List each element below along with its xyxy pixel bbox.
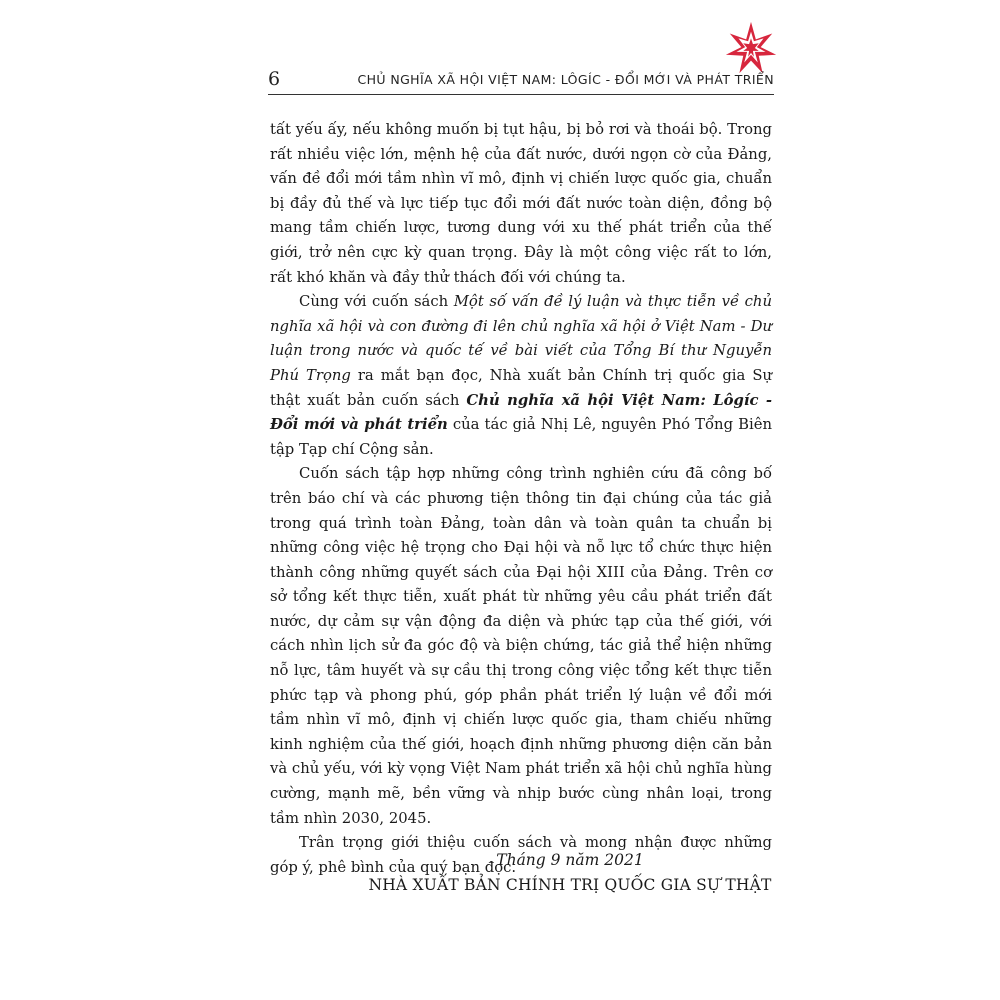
paragraph-4: Trân trọng giới thiệu cuốn sách và mong nhận được những góp ý, phê bình của quý bạn đọc.	[270, 834, 772, 876]
running-title: CHỦ NGHĨA XÃ HỘI VIỆT NAM: LÔGÍC - ĐỔI MỚI VÀ PHÁT TRIỂN	[357, 72, 774, 87]
signature-date: Tháng 9 năm 2021	[496, 851, 644, 869]
paragraph-1: tất yếu ấy, nếu không muốn bị tụt hậu, bị bỏ rơi và thoái bộ. Trong rất nhiều việc lớn, mệnh hệ của đất nước, dưới ngọn cờ của Đảng, vấn đề đổi mới tầm nhìn vĩ mô, định vị chiến lược quốc gia, chuẩn bị đầy đủ thế và lực tiếp tục đổi mới đất nước toàn diện, đồng bộ mang tầm chiến lược, tương dung với xu thế phát triển của thế giới, trở nên cực kỳ quan trọng. Đây là một công việc rất to lớn, rất khó khăn và đầy thử thách đối với chúng ta.	[270, 121, 772, 286]
cited-book-title: Một số vấn đề lý luận và thực tiễn về chủ nghĩa xã hội và con đường đi lên chủ nghĩa xã hội ở Việt Nam - Dư luận trong nước và quốc tế về bài viết của Tổng Bí thư Nguyễn Phú Trọng	[270, 293, 772, 384]
paragraph-2-lead: Cùng với cuốn sách	[299, 293, 454, 311]
paragraph-3: Cuốn sách tập hợp những công trình nghiên cứu đã công bố trên báo chí và các phương tiện thông tin đại chúng của tác giả trong quá trình toàn Đảng, toàn dân và toàn quân ta chuẩn bị những công việc hệ trọng cho Đại hội và nỗ lực tổ chức thực hiện thành công những quyết sách của Đại hội XIII của Đảng. Trên cơ sở tổng kết thực tiễn, xuất phát từ những yêu cầu phát triển đất nước, dự cảm sự vận động đa diện và phức tạp của thế giới, với cách nhìn lịch sử đa góc độ và biện chứng, tác giả thể hiện những nỗ lực, tâm huyết và sự cầu thị trong công việc tổng kết thực tiễn phức tạp và phong phú, góp phần phát triển lý luận về đổi mới tầm nhìn vĩ mô, định vị chiến lược quốc gia, tham chiếu những kinh nghiệm của thế giới, hoạch định những phương diện căn bản và chủ yếu, với kỳ vọng Việt Nam phát triển xã hội chủ nghĩa hùng cường, mạnh mẽ, bền vững và nhịp bước cùng nhân loại, trong tầm nhìn 2030, 2045.	[270, 465, 772, 827]
signature-block	[360, 848, 780, 898]
running-header	[268, 68, 774, 92]
signature-publisher: NHÀ XUẤT BẢN CHÍNH TRỊ QUỐC GIA SỰ THẬT	[368, 876, 772, 894]
book-title: Chủ nghĩa xã hội Việt Nam: Lôgíc - Đổi mới và phát triển	[270, 391, 773, 434]
paragraph-2-middle: ra mắt bạn đọc, Nhà xuất bản Chính trị quốc gia Sự thật xuất bản cuốn sách	[270, 366, 772, 409]
body-text	[270, 118, 772, 880]
paragraph-2-end: của tác giả Nhị Lê, nguyên Phó Tổng Biên tập Tạp chí Cộng sản.	[270, 416, 772, 458]
paragraph-2	[270, 290, 772, 462]
page-number: 6	[268, 68, 281, 90]
header-rule	[268, 94, 774, 95]
